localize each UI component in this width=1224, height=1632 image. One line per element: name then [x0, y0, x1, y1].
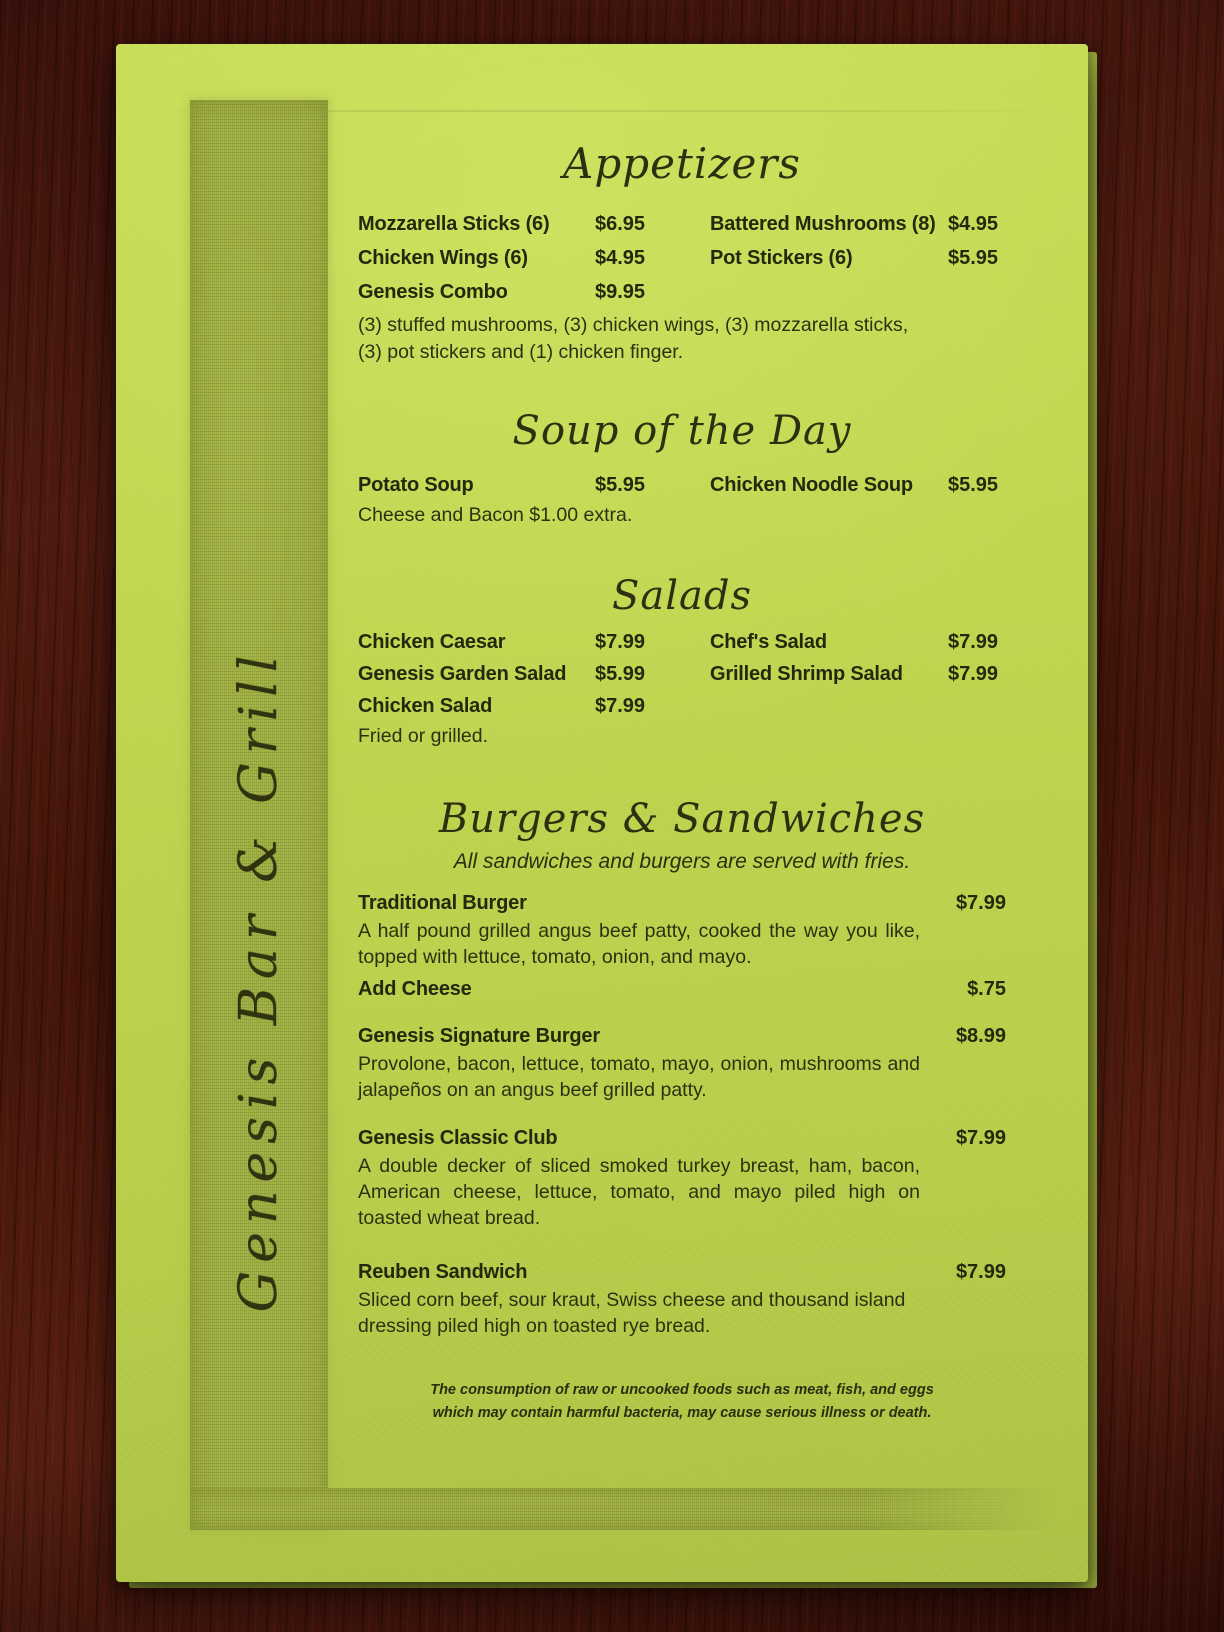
- menu-item: [358, 1127, 1006, 1231]
- soup-note: Cheese and Bacon $1.00 extra.: [358, 504, 633, 527]
- menu-item-name: Traditional Burger: [358, 892, 527, 915]
- menu-item-name: Mozzarella Sticks (6): [358, 212, 550, 235]
- menu-item-name: Potato Soup: [358, 473, 474, 496]
- menu-item: [358, 1025, 1006, 1103]
- menu-item: [358, 1261, 1006, 1339]
- menu-item-price: $5.99: [595, 662, 646, 685]
- combo-note: (3) stuffed mushrooms, (3) chicken wings, (3) mozzarella sticks, (3) pot stickers and (1) chicken finger.: [358, 314, 909, 364]
- menu-item-name: Genesis Combo: [358, 280, 508, 303]
- menu-item-name: Genesis Garden Salad: [358, 662, 567, 685]
- menu-item: [358, 978, 1006, 1001]
- salads-table: [358, 627, 1006, 721]
- brand-band-text-area: [190, 100, 328, 1530]
- menu-item-name: Battered Mushrooms (8): [710, 212, 936, 235]
- menu-item-name: Chef's Salad: [710, 630, 827, 653]
- menu-item-description: Sliced corn beef, sour kraut, Swiss cheese and thousand island dressing piled high on toasted rye bread.: [358, 1289, 906, 1338]
- disclaimer-line-2: which may contain harmful bacteria, may cause serious illness or death.: [432, 1405, 932, 1422]
- menu-item-price: $4.95: [595, 246, 646, 269]
- brand-script-text: Genesis Bar & Grill: [229, 647, 289, 1313]
- menu-item-description: A half pound grilled angus beef patty, cooked the way you like, topped with lettuce, tomato, onion, and mayo.: [358, 920, 920, 969]
- menu-item-price: $4.95: [948, 212, 999, 235]
- menu-content: [358, 140, 1006, 1425]
- menu-item-price: $7.99: [948, 662, 999, 685]
- menu-item-name: Chicken Salad: [358, 694, 493, 717]
- menu-item-price: $5.95: [948, 246, 999, 269]
- menu-item-name: Chicken Wings (6): [358, 246, 528, 269]
- menu-item-price: $6.95: [595, 212, 646, 235]
- burgers-heading: Burgers & Sandwiches: [438, 796, 926, 843]
- menu-item-price: $5.95: [595, 473, 646, 496]
- salads-heading: Salads: [611, 573, 753, 620]
- menu-item-price: $7.99: [955, 892, 1006, 915]
- menu-item-name: Grilled Shrimp Salad: [710, 662, 903, 685]
- menu-item-name: Genesis Classic Club: [358, 1127, 558, 1150]
- menu-item-price: $7.99: [595, 694, 646, 717]
- menu-item: [358, 892, 1006, 970]
- burgers-subtitle: All sandwiches and burgers are served with fries.: [453, 850, 911, 874]
- menu-item-name: Reuben Sandwich: [358, 1261, 528, 1284]
- menu-item-description: Provolone, bacon, lettuce, tomato, mayo, onion, mushrooms and jalapeños on an angus beef grilled patty.: [358, 1053, 920, 1102]
- menu-item-price: $5.95: [948, 473, 999, 496]
- appetizers-heading: Appetizers: [563, 139, 801, 188]
- menu-item-name: Genesis Signature Burger: [358, 1025, 600, 1048]
- menu-item-price: $7.99: [955, 1127, 1006, 1150]
- health-disclaimer: [358, 1379, 1006, 1425]
- menu-item-name: Add Cheese: [358, 978, 472, 1001]
- menu-item-description: A double decker of sliced smoked turkey breast, ham, bacon, American cheese, lettuce, tomato, and mayo piled high on toasted wheat bread.: [358, 1155, 920, 1230]
- menu-item-price: $8.99: [955, 1025, 1006, 1048]
- menu-item-price: $7.99: [595, 630, 646, 653]
- menu-paper: [116, 44, 1088, 1582]
- soup-heading: Soup of the Day: [512, 408, 852, 455]
- menu-item-price: $7.99: [955, 1261, 1006, 1284]
- menu-item-name: Chicken Noodle Soup: [710, 473, 913, 496]
- appetizers-table: [358, 208, 1006, 308]
- soups-table: [358, 470, 1006, 500]
- menu-item-price: $7.99: [948, 630, 999, 653]
- menu-item-price: $.75: [967, 978, 1006, 1001]
- menu-item-name: Chicken Caesar: [358, 630, 506, 653]
- menu-item-price: $9.95: [595, 280, 646, 303]
- disclaimer-line-1: The consumption of raw or uncooked foods such as meat, fish, and eggs: [430, 1382, 934, 1399]
- salad-note: Fried or grilled.: [358, 725, 489, 748]
- menu-item-name: Pot Stickers (6): [710, 246, 853, 269]
